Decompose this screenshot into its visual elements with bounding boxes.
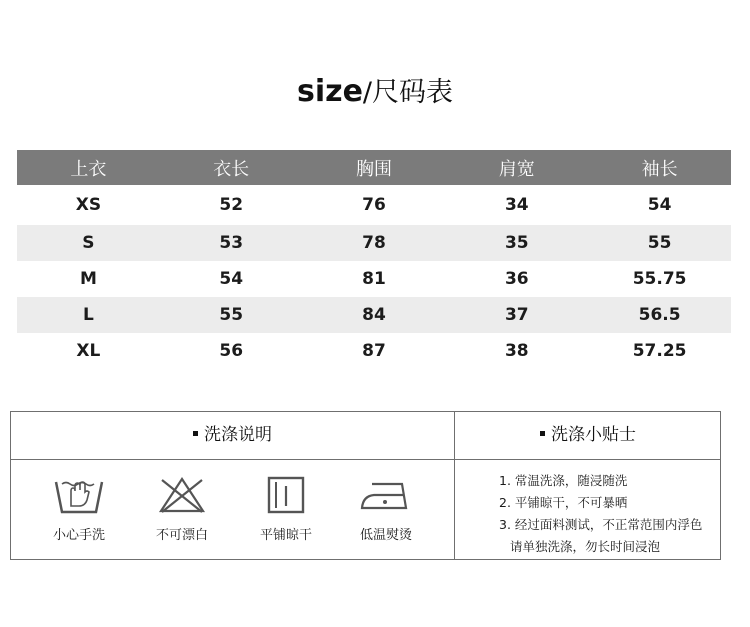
table-cell: 35 xyxy=(445,225,588,261)
table-row xyxy=(17,187,731,223)
care-label: 小心手洗 xyxy=(52,528,105,543)
table-cell: 56 xyxy=(219,341,244,361)
wash-tips-title: 洗涤小贴士 xyxy=(551,425,636,445)
size-cell: M xyxy=(79,269,97,289)
tip-item: 3. 经过面料测试，不正常范围内浮色 xyxy=(499,517,703,532)
header-top: 上衣 xyxy=(70,158,107,180)
header-shoulder: 肩宽 xyxy=(498,158,535,180)
table-cell: 76 xyxy=(362,195,386,215)
table-cell: 34 xyxy=(504,195,529,215)
table-cell: 55.75 xyxy=(632,269,687,289)
care-label: 低温熨烫 xyxy=(359,528,412,543)
size-cell: S xyxy=(17,225,160,261)
tip-item: 1. 常温洗涤，随浸随洗 xyxy=(499,473,628,488)
size-table-header-row xyxy=(17,150,731,185)
title-cn: 尺码表 xyxy=(372,77,454,108)
table-cell: 54 xyxy=(219,269,244,289)
table-cell: 57.25 xyxy=(632,341,687,361)
table-cell: 36 xyxy=(504,269,529,289)
care-panel xyxy=(10,411,721,560)
table-cell: 37 xyxy=(445,297,588,333)
table-row xyxy=(17,261,731,297)
size-cell: L xyxy=(17,297,160,333)
wash-instructions-title: 洗涤说明 xyxy=(204,425,272,445)
table-cell: 52 xyxy=(219,195,244,215)
hand-wash-icon xyxy=(53,474,105,516)
table-cell: 81 xyxy=(362,269,386,289)
page-title xyxy=(0,72,750,113)
header-length: 衣长 xyxy=(213,158,250,180)
table-cell: 87 xyxy=(362,341,386,361)
title-separator: / xyxy=(362,77,373,108)
header-chest: 胸围 xyxy=(355,158,392,180)
table-cell: 84 xyxy=(303,297,446,333)
wash-tips-heading xyxy=(455,412,721,459)
care-item-hand-wash xyxy=(29,474,129,543)
table-cell: 54 xyxy=(647,195,672,215)
care-label: 不可漂白 xyxy=(155,528,208,543)
table-row xyxy=(17,297,731,333)
no-bleach-icon xyxy=(156,474,208,516)
low-iron-icon xyxy=(358,474,414,516)
size-cell: XL xyxy=(76,341,101,361)
size-cell: XS xyxy=(75,195,102,215)
care-item-low-iron xyxy=(336,474,436,543)
size-table xyxy=(17,150,731,369)
tip-item: 请单独洗涤，勿长时间浸泡 xyxy=(510,539,661,554)
header-sleeve: 袖长 xyxy=(641,158,678,180)
table-row xyxy=(17,225,731,261)
care-item-dry-flat xyxy=(236,474,336,543)
wash-instructions-heading xyxy=(11,412,454,459)
bullet-icon xyxy=(193,431,198,436)
table-cell: 55 xyxy=(160,297,303,333)
table-cell: 78 xyxy=(303,225,446,261)
table-cell: 38 xyxy=(504,341,529,361)
table-cell: 56.5 xyxy=(588,297,731,333)
table-cell: 53 xyxy=(160,225,303,261)
care-label: 平铺晾干 xyxy=(259,528,312,543)
bullet-icon xyxy=(540,431,545,436)
care-item-no-bleach xyxy=(132,474,232,543)
tip-item: 2. 平铺晾干，不可暴晒 xyxy=(499,495,628,510)
table-row xyxy=(17,333,731,369)
table-cell: 55 xyxy=(588,225,731,261)
wash-tips-list xyxy=(499,470,724,558)
title-en: size xyxy=(296,74,363,109)
dry-flat-icon xyxy=(260,474,312,516)
